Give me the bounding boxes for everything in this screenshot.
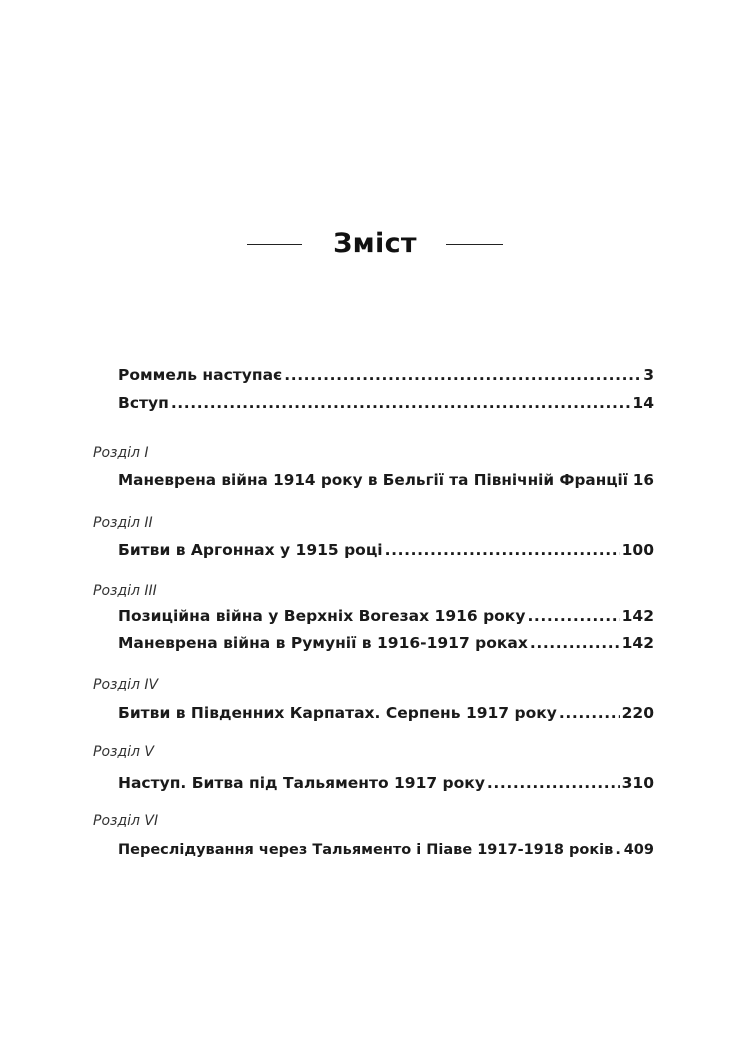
entry-title: Позиційна війна у Верхніх Вогезах 1916 року <box>118 607 526 625</box>
entry-page-number: 142 <box>621 634 654 652</box>
entry-title: Переслідування через Тальяменто і Піаве 1917-1918 років <box>118 842 614 858</box>
dot-leader <box>487 772 620 794</box>
toc-entry-chapter-4[interactable] <box>118 702 654 724</box>
entry-title: Маневрена війна 1914 року в Бельгії та Північній Франції <box>118 471 629 489</box>
toc-entry-chapter-2[interactable] <box>118 539 654 561</box>
section-label-5: Розділ V <box>93 744 154 760</box>
toc-entry-chapter-1[interactable] <box>118 469 654 491</box>
entry-page-number: 310 <box>621 774 654 792</box>
entry-page-number: 409 <box>623 842 654 858</box>
title-rule-left <box>247 244 302 245</box>
toc-entry-chapter-6[interactable] <box>118 839 654 861</box>
entry-page-number: 220 <box>621 704 654 722</box>
entry-title: Битви в Аргоннах у 1915 році <box>118 541 383 559</box>
section-label-1: Розділ I <box>93 445 149 461</box>
section-label-3: Розділ III <box>93 583 157 599</box>
entry-title: Роммель наступає <box>118 366 283 384</box>
entry-page-number: 16 <box>632 471 654 489</box>
entry-page-number: 3 <box>643 366 654 384</box>
toc-entry-chapter-5[interactable] <box>118 772 654 794</box>
entry-page-number: 142 <box>621 607 654 625</box>
toc-entry-rommel[interactable] <box>118 364 654 386</box>
title-block <box>0 222 750 266</box>
page-title: Зміст <box>333 228 417 259</box>
entry-title: Битви в Південних Карпатах. Серпень 1917 року <box>118 704 557 722</box>
dot-leader <box>171 392 631 414</box>
dot-leader <box>630 469 631 491</box>
dot-leader <box>527 605 619 627</box>
toc-entry-chapter-3a[interactable] <box>118 605 654 627</box>
dot-leader <box>284 364 641 386</box>
dot-leader <box>530 632 620 654</box>
section-label-2: Розділ II <box>93 515 153 531</box>
dot-leader <box>615 839 621 861</box>
dot-leader <box>559 702 620 724</box>
entry-title: Вступ <box>118 394 169 412</box>
title-rule-right <box>446 244 503 245</box>
entry-page-number: 100 <box>621 541 654 559</box>
entry-page-number: 14 <box>632 394 654 412</box>
entry-title: Маневрена війна в Румунії в 1916-1917 роках <box>118 634 528 652</box>
dot-leader <box>385 539 620 561</box>
entry-title: Наступ. Битва під Тальяменто 1917 року <box>118 774 485 792</box>
section-label-4: Розділ IV <box>93 677 159 693</box>
toc-entry-introduction[interactable] <box>118 392 654 414</box>
toc-entry-chapter-3b[interactable] <box>118 632 654 654</box>
section-label-6: Розділ VI <box>93 813 159 829</box>
